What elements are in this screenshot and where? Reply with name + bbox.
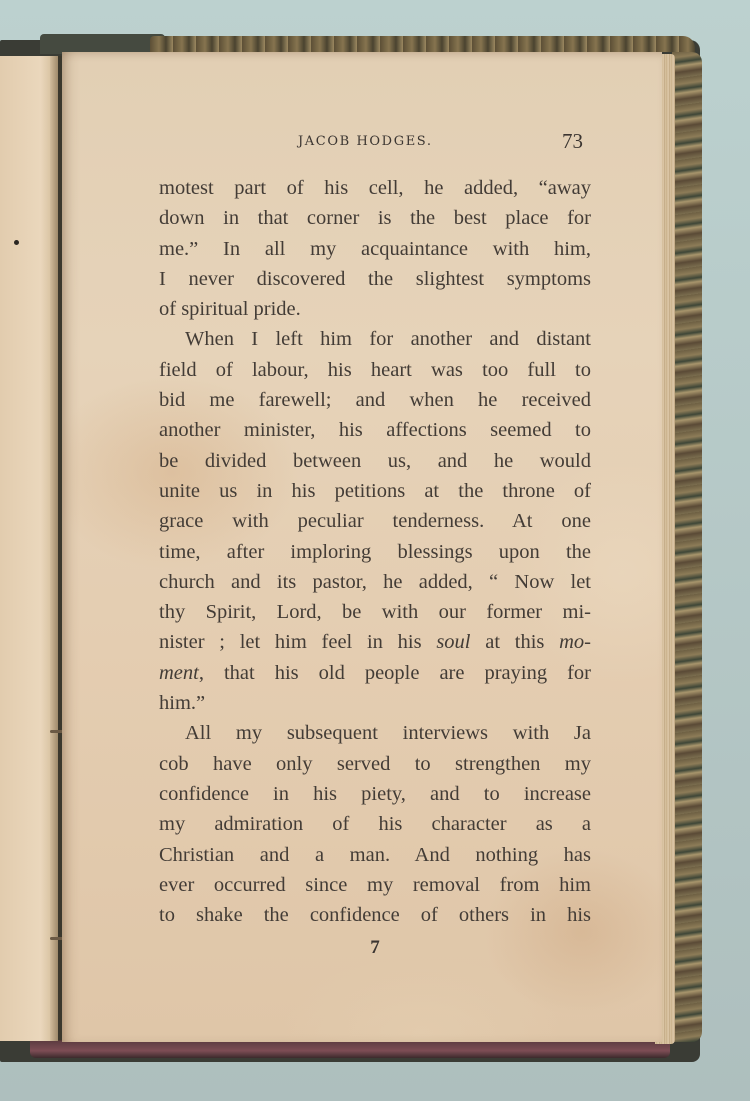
text-line: unite us in his petitions at the throne of — [159, 479, 591, 502]
body-text — [159, 173, 591, 930]
text-line: church and its pastor, he added, “ Now let — [159, 570, 591, 593]
marbled-cover-top-edge — [150, 36, 695, 52]
text-line: time, after imploring blessings upon the — [159, 540, 591, 563]
text-line: another minister, his affections seemed to — [159, 419, 591, 442]
italic-word: mo- — [559, 631, 591, 654]
text-line: thy Spirit, Lord, be with our former mi- — [159, 601, 591, 624]
text-line: Christian and a man. And nothing has — [159, 843, 591, 866]
text-line: of spiritual pride. — [159, 298, 301, 321]
right-page — [62, 52, 662, 1042]
text-line: to shake the confidence of others in his — [159, 904, 591, 927]
text-line: me.” In all my acquaintance with him, — [159, 237, 591, 260]
text-line: I never discovered the slightest symptoms — [159, 267, 591, 290]
text-line-italic-mixed — [159, 627, 591, 657]
italic-word: soul — [436, 631, 471, 654]
text-line: motest part of his cell, he added, “away — [159, 177, 591, 199]
text-line: cob have only served to strengthen my — [159, 752, 591, 775]
text-line: grace with peculiar tenderness. At one — [159, 510, 591, 533]
signature-mark: 7 — [370, 937, 380, 958]
text-line: confidence in his piety, and to increase — [159, 782, 591, 805]
italic-word: ment — [159, 661, 199, 684]
text-run: at this — [470, 631, 560, 654]
text-line: ever occurred since my removal from him — [159, 873, 591, 896]
text-run: nister ; let him feel in his — [159, 631, 437, 654]
running-head-title: JACOB HODGES. — [298, 134, 433, 149]
text-line: down in that corner is the best place for — [159, 207, 591, 230]
text-line: him.” — [159, 692, 206, 715]
text-line: All my subsequent interviews with Ja — [185, 722, 591, 745]
text-run: , that his old people are praying for — [198, 661, 591, 684]
cover-corner — [40, 34, 165, 54]
cover-bottom-edge — [30, 1040, 670, 1058]
marbled-cover-fore-edge — [672, 52, 702, 1042]
text-line: my admiration of his character as a — [159, 813, 591, 836]
ink-speck — [14, 240, 19, 245]
text-line: be divided between us, and he would — [159, 449, 591, 472]
page-number: 73 — [562, 129, 583, 153]
text-line-italic-mixed — [159, 658, 591, 688]
text-line: field of labour, his heart was too full to — [159, 358, 591, 381]
text-line: bid me farewell; and when he received — [159, 389, 591, 412]
text-line: When I left him for another and distant — [185, 328, 591, 351]
